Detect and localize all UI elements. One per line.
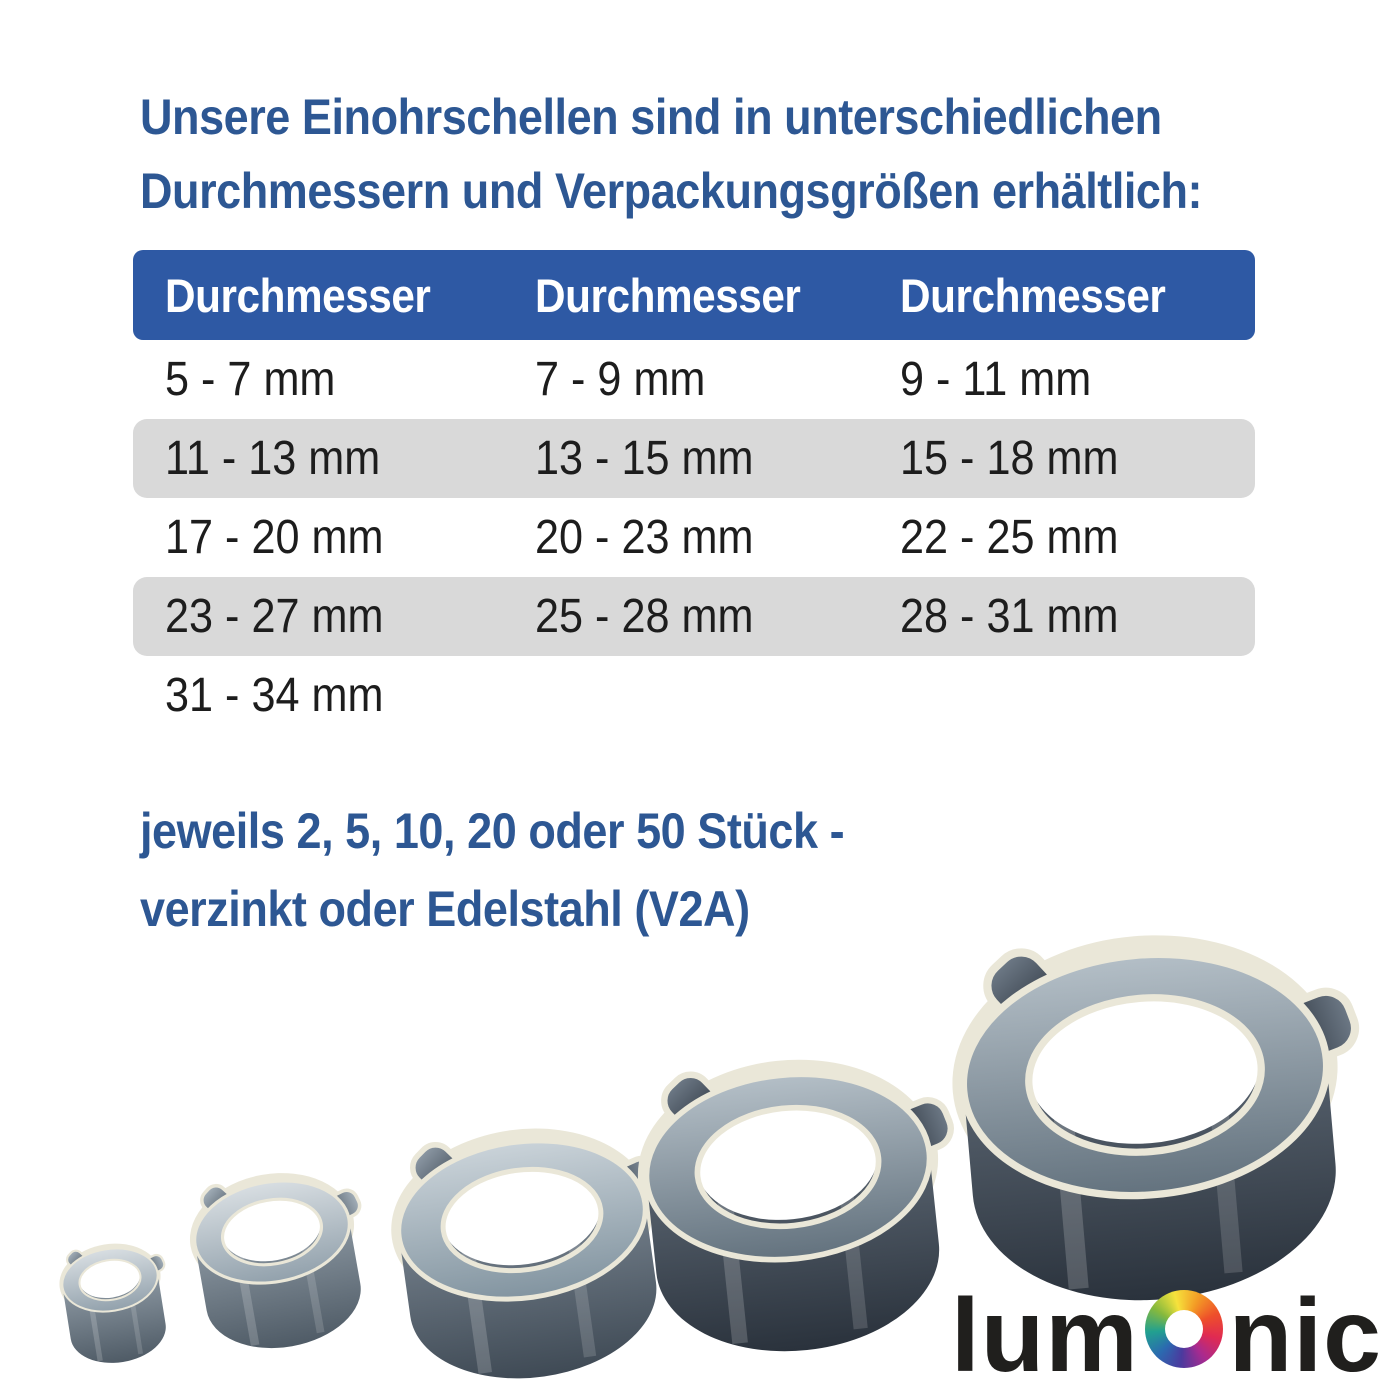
table-header-cell: Durchmesser	[900, 268, 1166, 322]
logo-text-prefix: lum	[950, 1278, 1139, 1394]
table-header-row	[133, 250, 1255, 340]
table-cell: 22 - 25 mm	[900, 511, 1119, 564]
table-row	[133, 498, 1255, 577]
table-cell: 11 - 13 mm	[165, 432, 381, 485]
table-cell: 31 - 34 mm	[165, 669, 384, 722]
table-row	[133, 419, 1255, 498]
table-cell: 28 - 31 mm	[900, 590, 1119, 643]
page-title	[140, 80, 1320, 228]
note-line-1: jeweils 2, 5, 10, 20 oder 50 Stück -	[140, 803, 845, 859]
logo-ring-icon	[1145, 1290, 1223, 1368]
hose-clamp	[627, 1040, 977, 1366]
table-cell: 25 - 28 mm	[535, 590, 754, 643]
table-cell: 9 - 11 mm	[900, 353, 1092, 406]
heading-line-1: Unsere Einohrschellen sind in unterschiedlichen	[140, 89, 1162, 145]
table-cell	[503, 668, 868, 723]
table-cell: 7 - 9 mm	[535, 353, 706, 406]
table-cell: 13 - 15 mm	[535, 432, 754, 485]
table-cell	[868, 668, 1255, 723]
lumonic-logo	[950, 1278, 1382, 1394]
diameter-table	[133, 250, 1255, 735]
table-row	[133, 340, 1255, 419]
table-header-cell: Durchmesser	[535, 268, 801, 322]
hose-clamp	[54, 1234, 180, 1370]
logo-text-suffix: nic	[1228, 1278, 1382, 1394]
table-header-cell: Durchmesser	[165, 268, 431, 322]
table-cell: 20 - 23 mm	[535, 511, 754, 564]
hose-clamp	[180, 1157, 384, 1361]
table-cell: 23 - 27 mm	[165, 590, 384, 643]
hose-clamp	[940, 914, 1383, 1316]
table-cell: 15 - 18 mm	[900, 432, 1119, 485]
table-body	[133, 340, 1255, 735]
table-row	[133, 656, 1255, 735]
table-row	[133, 577, 1255, 656]
table-cell: 5 - 7 mm	[165, 353, 336, 406]
table-cell: 17 - 20 mm	[165, 511, 384, 564]
note-line-2: verzinkt oder Edelstahl (V2A)	[140, 881, 750, 937]
heading-line-2: Durchmessern und Verpackungsgrößen erhältlich:	[140, 163, 1203, 219]
